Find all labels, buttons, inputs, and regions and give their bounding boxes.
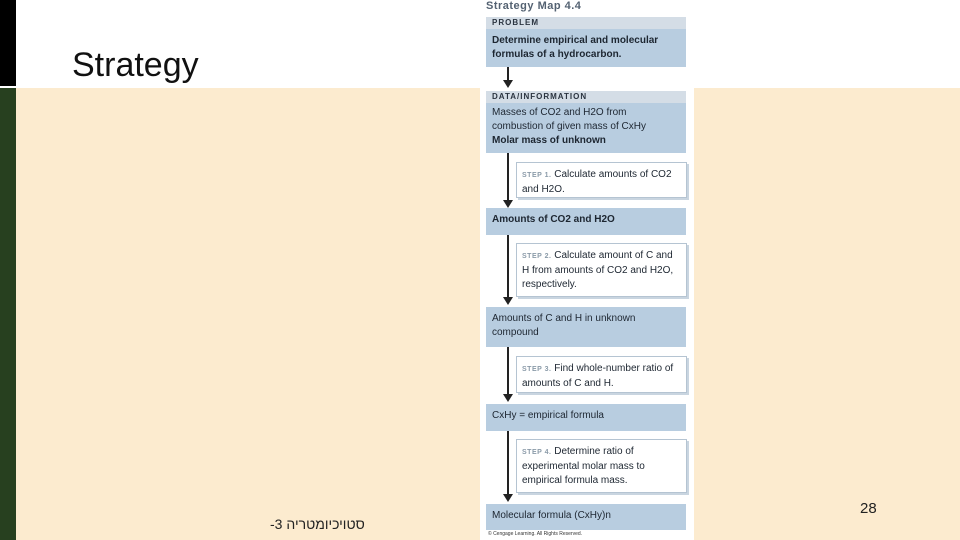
arrow-down-icon	[503, 297, 513, 305]
arrow-down-icon	[503, 394, 513, 402]
arrow-line	[507, 347, 509, 395]
result-2-box: Amounts of C and H in unknown compound	[486, 307, 686, 347]
step-1-text: Calculate amounts of CO2 and H2O.	[522, 169, 672, 195]
step-4-text: Determine ratio of experimental molar mass to empirical formula mass.	[522, 446, 645, 486]
step-1-label: STEP 1.	[522, 172, 552, 179]
green-accent-bar	[0, 88, 16, 540]
step-4-box	[516, 439, 687, 493]
arrow-line	[507, 235, 509, 298]
arrow-line	[507, 153, 509, 201]
step-2-label: STEP 2.	[522, 253, 552, 260]
step-2-box	[516, 243, 687, 297]
slide-footer: סטויכיומטריה 3-	[270, 516, 365, 532]
step-1-box	[516, 162, 687, 198]
step-4-label: STEP 4.	[522, 449, 552, 456]
strategy-map-title: Strategy Map 4.4	[486, 0, 582, 12]
result-4-box: Molecular formula (CxHy)n	[486, 504, 686, 530]
problem-box: Determine empirical and molecular formulas of a hydrocarbon.	[486, 29, 686, 67]
strategy-map	[480, 0, 694, 540]
step-3-text: Find whole-number ratio of amounts of C and H.	[522, 363, 674, 389]
arrow-down-icon	[503, 494, 513, 502]
black-accent-bar	[0, 0, 16, 86]
copyright-notice: © Cengage Learning. All Rights Reserved.	[488, 531, 583, 537]
data-header: DATA/INFORMATION	[486, 91, 686, 103]
problem-header: PROBLEM	[486, 17, 686, 29]
arrow-line	[507, 431, 509, 495]
arrow-down-icon	[503, 80, 513, 88]
data-item-1: Masses of CO2 and H2O from combustion of given mass of CxHy	[492, 107, 646, 132]
page-number: 28	[860, 500, 877, 517]
result-3-box: CxHy = empirical formula	[486, 404, 686, 431]
arrow-line	[507, 67, 509, 81]
slide-title: Strategy	[72, 46, 199, 84]
data-box	[486, 103, 686, 153]
step-2-text: Calculate amount of C and H from amounts of CO2 and H2O, respectively.	[522, 250, 674, 290]
arrow-down-icon	[503, 200, 513, 208]
data-item-2: Molar mass of unknown	[492, 135, 606, 146]
result-1-box: Amounts of CO2 and H2O	[486, 208, 686, 235]
step-3-label: STEP 3.	[522, 366, 552, 373]
step-3-box	[516, 356, 687, 393]
